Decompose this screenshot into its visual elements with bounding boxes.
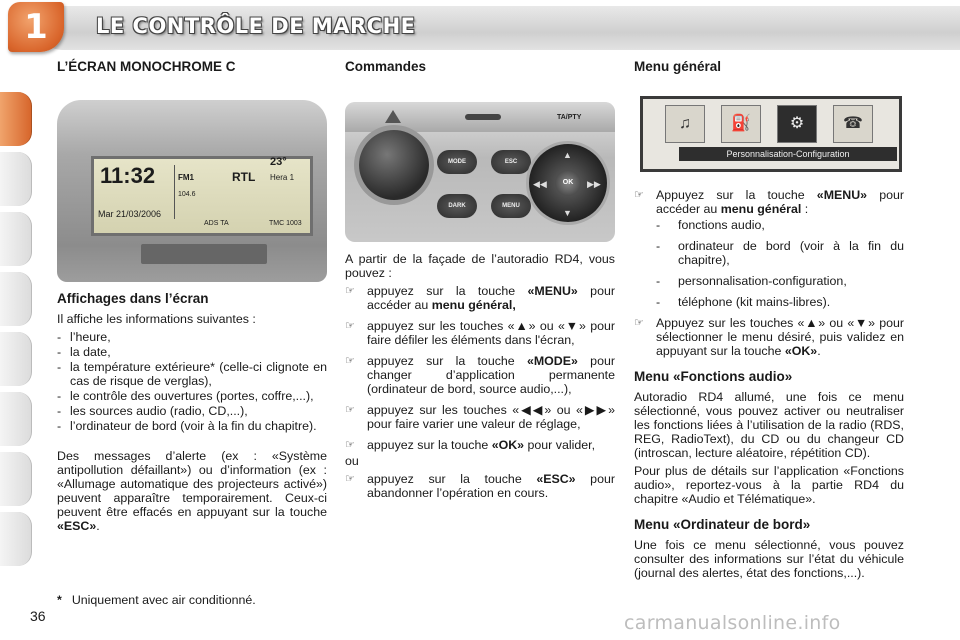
footnote-star: *: [57, 593, 62, 607]
item-text: » ou «: [818, 316, 855, 330]
telephone-icon: ☎: [833, 105, 873, 143]
column-title: Menu général: [634, 59, 722, 74]
column-title: L’ÉCRAN MONOCHROME C: [57, 59, 236, 74]
ok-key: «OK»: [784, 344, 818, 358]
list-item: [345, 472, 615, 500]
info-list: [57, 330, 327, 433]
punctuation: .: [96, 519, 100, 533]
item-text: » pour sélectionner le menu désiré, puis validez en appuyant sur la touche: [656, 316, 905, 358]
submenu-item: - personnalisation-configuration,: [656, 274, 904, 288]
list-item: - le contrôle des ouvertures (portes, coffre,...),: [57, 389, 327, 403]
submenu-item: - ordinateur de bord (voir à la fin du chapitre),: [656, 239, 904, 267]
page-header: [0, 0, 960, 52]
chapter-badge: 1: [8, 2, 64, 52]
command-list: [345, 284, 615, 452]
screen-tmc: TMC 1003: [269, 220, 302, 227]
pointing-hand-icon: ☞: [345, 473, 355, 485]
item-text: appuyez sur la touche: [367, 354, 527, 368]
ok-key: «OK»: [491, 438, 525, 452]
up-arrow-icon[interactable]: ▲: [563, 150, 572, 160]
dark-button[interactable]: DARK: [437, 194, 477, 218]
item-text: pour accéder au: [367, 284, 615, 312]
pointing-hand-icon: ☞: [634, 317, 644, 329]
radio-photo: [345, 102, 615, 242]
screen-ads: ADS TA: [204, 220, 229, 227]
item-text: appuyez sur la touche: [367, 284, 528, 298]
audio-functions-icon: ♫: [665, 105, 705, 143]
footnote: [57, 593, 256, 607]
menu-key: «MENU»: [816, 188, 868, 202]
item-text: appuyez sur la touche: [367, 438, 492, 452]
rewind-icon: ◀◀: [519, 403, 545, 417]
esc-key: «ESC»: [57, 519, 97, 533]
screen-frequency: 104.6: [178, 191, 196, 198]
rewind-icon[interactable]: ◀◀: [533, 179, 547, 189]
list-item: - l’heure,: [57, 330, 327, 344]
screen-band: FM1: [178, 173, 194, 182]
column-menu: [634, 60, 904, 584]
forward-icon[interactable]: ▶▶: [587, 179, 601, 189]
chapter-tab-active[interactable]: [0, 92, 32, 146]
menu-key: «MENU»: [527, 284, 578, 298]
section-title: Menu «Fonctions audio»: [634, 369, 793, 384]
chapter-tab[interactable]: [0, 452, 32, 506]
down-arrow-icon: ▼: [564, 319, 579, 333]
pointing-hand-icon: ☞: [345, 355, 355, 367]
esc-key: «ESC»: [536, 472, 576, 486]
screen-separator: [174, 165, 175, 219]
submenu-item: - téléphone (kit mains-libres).: [656, 295, 904, 309]
chapter-tab[interactable]: [0, 392, 32, 446]
item-text: » ou «: [544, 403, 583, 417]
item-text: » pour faire défiler les éléments dans l'écran,: [367, 319, 616, 347]
display-photo: [57, 100, 327, 282]
intro-text: Il affiche les informations suivantes :: [57, 312, 256, 326]
paragraph: Pour plus de détails sur l’application «Fonctions audio», reportez-vous à la partie RD4 du chapitre «Audio et Télématique».: [634, 464, 904, 506]
cd-slot: [465, 114, 501, 120]
screen-temperature: 23°: [270, 156, 287, 168]
ta-pty-label: TA/PTY: [557, 114, 582, 121]
list-item: [345, 284, 615, 312]
item-text: appuyez sur les touches «: [367, 403, 520, 417]
screen-date: Mar 21/03/2006: [98, 209, 162, 219]
item-text: Appuyez sur les touches «: [656, 316, 805, 330]
ok-button[interactable]: OK: [555, 170, 581, 196]
submenu-list: [656, 218, 904, 309]
list-item: - la date,: [57, 345, 327, 359]
pointing-hand-icon: ☞: [345, 404, 355, 416]
pointing-hand-icon: ☞: [345, 320, 355, 332]
screen-time: 11:32: [100, 163, 156, 188]
list-item: [345, 319, 615, 347]
pointing-hand-icon: ☞: [634, 189, 644, 201]
menu-screen-photo: [640, 96, 902, 172]
item-text: pour changer d’application permanente (ordinateur de bord, source audio,...),: [367, 354, 615, 396]
item-text: » ou «: [528, 319, 565, 333]
mode-key: «MODE»: [526, 354, 578, 368]
item-text: » pour faire varier une valeur de réglage,: [367, 403, 615, 431]
or-text: ou: [345, 454, 359, 468]
chapter-tab[interactable]: [0, 272, 32, 326]
list-item: [345, 354, 615, 396]
column-display: [57, 60, 327, 537]
list-item: - les sources audio (radio, CD,...),: [57, 404, 327, 418]
up-arrow-icon: ▲: [514, 319, 529, 333]
chapter-tabs: [0, 62, 34, 582]
esc-button[interactable]: ESC: [491, 150, 531, 174]
menu-instructions: [634, 188, 904, 358]
menu-caption: Personnalisation-Configuration: [679, 147, 897, 161]
item-text: appuyez sur la touche: [367, 472, 537, 486]
column-commands: [345, 60, 615, 507]
screen-hour-label: Hera 1: [270, 173, 295, 182]
section-title: Menu «Ordinateur de bord»: [634, 517, 811, 532]
configuration-icon: ⚙: [777, 105, 817, 143]
navigation-pad[interactable]: [529, 144, 607, 222]
paragraph: Autoradio RD4 allumé, une fois ce menu sélectionné, vous pouvez activer ou neutraliser les fonctions liées à l’utilisation de la radio (RDS, REG, RadioText), du CD ou du changeur CD (introscan, lecture aléatoire, répétition CD).: [634, 390, 904, 460]
hazard-icon: [385, 110, 401, 123]
chapter-tab[interactable]: [0, 152, 32, 206]
paragraph: Une fois ce menu sélectionné, vous pouvez consulter des informations sur l’état du véhicule (journal des alertes, état des fonctions,...).: [634, 538, 904, 580]
volume-knob[interactable]: [359, 130, 429, 200]
item-text: :: [801, 202, 809, 216]
warning-text: Des messages d’alerte (ex : «Système antipollution défaillant») ou d’information (ex : «Allumage automatique des projecteurs activé») peuvent apparaître temporairement. Ceux-ci peuvent être effacés en appuyant sur la touche: [57, 449, 327, 519]
column-title: Commandes: [345, 59, 427, 74]
command-list-last: [345, 472, 615, 500]
item-text: appuyez sur les touches «: [367, 319, 515, 333]
pointing-hand-icon: ☞: [345, 285, 355, 297]
mode-button[interactable]: MODE: [437, 150, 477, 174]
trip-computer-icon: ⛽: [721, 105, 761, 143]
chapter-tab[interactable]: [0, 512, 32, 566]
down-arrow-icon[interactable]: ▼: [563, 208, 572, 218]
vent-slot: [141, 244, 267, 264]
chapter-tab[interactable]: [0, 212, 32, 266]
list-item: [634, 316, 904, 358]
item-text: Appuyez sur la touche: [656, 188, 817, 202]
watermark: carmanualsonline.info: [624, 612, 841, 634]
up-arrow-icon: ▲: [804, 316, 819, 330]
down-arrow-icon: ▼: [854, 316, 869, 330]
warning-paragraph: [57, 449, 327, 533]
forward-icon: ▶▶: [582, 403, 609, 417]
list-item: [345, 438, 615, 452]
monochrome-screen: [91, 156, 313, 236]
list-item: - l’ordinateur de bord (voir à la fin du chapitre).: [57, 419, 327, 433]
intro-text: A partir de la façade de l’autoradio RD4, vous pouvez :: [345, 252, 615, 280]
submenu-item: - fonctions audio,: [656, 218, 904, 232]
item-text: pour abandonner l’opération en cours.: [367, 472, 615, 500]
screen-station: RTL: [232, 170, 256, 184]
pointing-hand-icon: ☞: [345, 439, 355, 451]
item-text: pour valider,: [524, 438, 596, 452]
footnote-text: Uniquement avec air conditionné.: [71, 593, 256, 607]
list-item: [634, 188, 904, 309]
menu-button[interactable]: MENU: [491, 194, 531, 218]
general-menu-key: menu général: [720, 202, 802, 216]
list-item: - la température extérieure* (celle-ci clignote en cas de risque de verglas),: [57, 360, 327, 388]
page-title: LE CONTRÔLE DE MARCHE: [96, 14, 416, 38]
item-text: .: [817, 344, 821, 358]
chapter-tab[interactable]: [0, 332, 32, 386]
list-item: [345, 403, 615, 431]
page-number: 36: [30, 608, 46, 624]
general-menu-key: menu général,: [431, 298, 516, 312]
item-text: pour accéder au: [656, 188, 904, 216]
section-title: Affichages dans l’écran: [57, 291, 209, 306]
